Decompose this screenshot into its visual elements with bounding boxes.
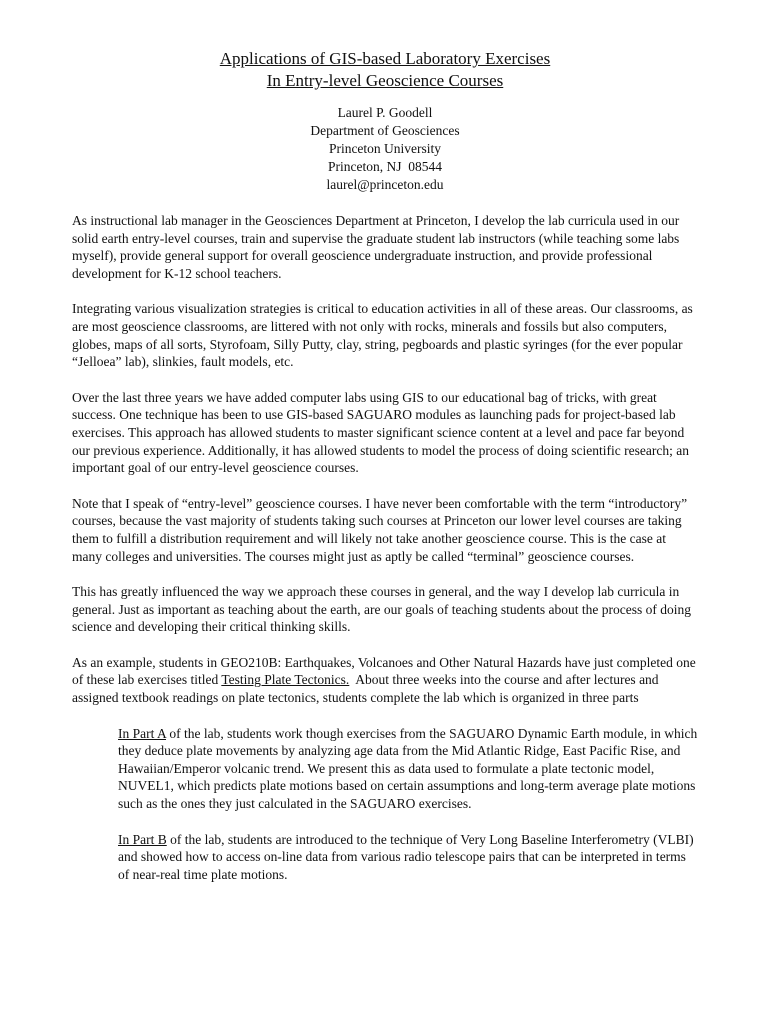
author-university: Princeton University [328, 141, 442, 156]
author-email: laurel@princeton.edu [326, 177, 444, 192]
lab-title-link: Testing Plate Tectonics. [221, 672, 350, 688]
paragraph-intro: As instructional lab manager in the Geosciences Department at Princeton, I develop the lab curricula used in our solid earth entry-level courses, train and supervise the graduate student lab instructors (while teaching some labs myself), provide general support for overall geoscience undergraduate instruction, and provide professional development for K-12 school teachers. [72, 213, 680, 281]
title-line-1: Applications of GIS-based Laboratory Exercises [219, 49, 551, 68]
part-b-text: of the lab, students are introduced to the technique of Very Long Baseline Interferometry (VLBI) and showed how to access on-line data from various radio telescope pairs that can be interpreted in terms of near-real time plate motions. [118, 831, 694, 882]
example-text-end: About three weeks into the course and after lectures and assigned textbook readings on plate tectonics, students complete the lab which is organized in three parts [72, 672, 662, 706]
part-a-text: of the lab, students work though exercises from the SAGUARO Dynamic Earth module, in which they deduce plate movements by analyzing age data from the Mid Atlantic Ridge, East Pacific Rise, and Hawaiian/Emperor volcanic trend. We present this as data used to formulate a plate tectonic model, NUVEL1, which predicts plate motions based on certain assumptions and long-term average plate motions such as the ones they just calculated in the SAGUARO exercises. [118, 725, 698, 812]
author-department: Department of Geosciences [310, 123, 460, 138]
part-b-label: In Part B [118, 831, 167, 847]
author-location: Princeton, NJ 08544 [328, 159, 442, 174]
paragraph-gis-labs: Over the last three years we have added computer labs using GIS to our educational bag of tricks, with great success. One technique has been to use GIS-based SAGUARO modules as launching pads for project-based lab exercises. This approach has allowed students to master significant science content at a level and pace far beyond our previous experience. Additionally, it has allowed students to model the process of doing scientific research; an important goal of our entry-level geoscience courses. [72, 389, 689, 476]
part-a-label: In Part A [118, 725, 167, 741]
paragraph-part-a [118, 725, 698, 813]
paper-title [72, 48, 698, 92]
paragraph-approach: This has greatly influenced the way we approach these courses in general, and the way I develop lab curricula in general. Just as important as teaching about the earth, are our goals of teaching students about the process of doing science and developing their critical thinking skills. [72, 584, 691, 635]
paragraph-visualization: Integrating various visualization strategies is critical to education activities in all of these areas. Our classrooms, as are most geoscience classrooms, are littered with not only with rocks, minerals and fossils but also computers, globes, maps of all sorts, Styrofoam, Silly Putty, clay, string, pegboards and plastic syringes (for the ever popular “Jelloea” lab), slinkies, fault models, etc. [72, 301, 693, 370]
paragraph-entry-level: Note that I speak of “entry-level” geoscience courses. I have never been comfortable with the term “introductory” courses, because the vast majority of students taking such courses at Princeton our lower level courses are taking them to fulfill a distribution requirement and will likely not take another geoscience course. This is the case at many colleges and universities. The courses might just as aptly be called “terminal” geoscience courses. [72, 495, 688, 564]
title-line-2: In Entry-level Geoscience Courses [266, 71, 504, 90]
paragraph-part-b [118, 831, 698, 884]
paragraph-example [72, 654, 698, 707]
example-text-start: As an example, students in GEO210B: Earthquakes, Volcanoes and Other Natural Hazards have just completed one of these lab exercises titled [72, 654, 696, 688]
author-block [72, 104, 698, 194]
author-name: Laurel P. Goodell [337, 105, 433, 120]
